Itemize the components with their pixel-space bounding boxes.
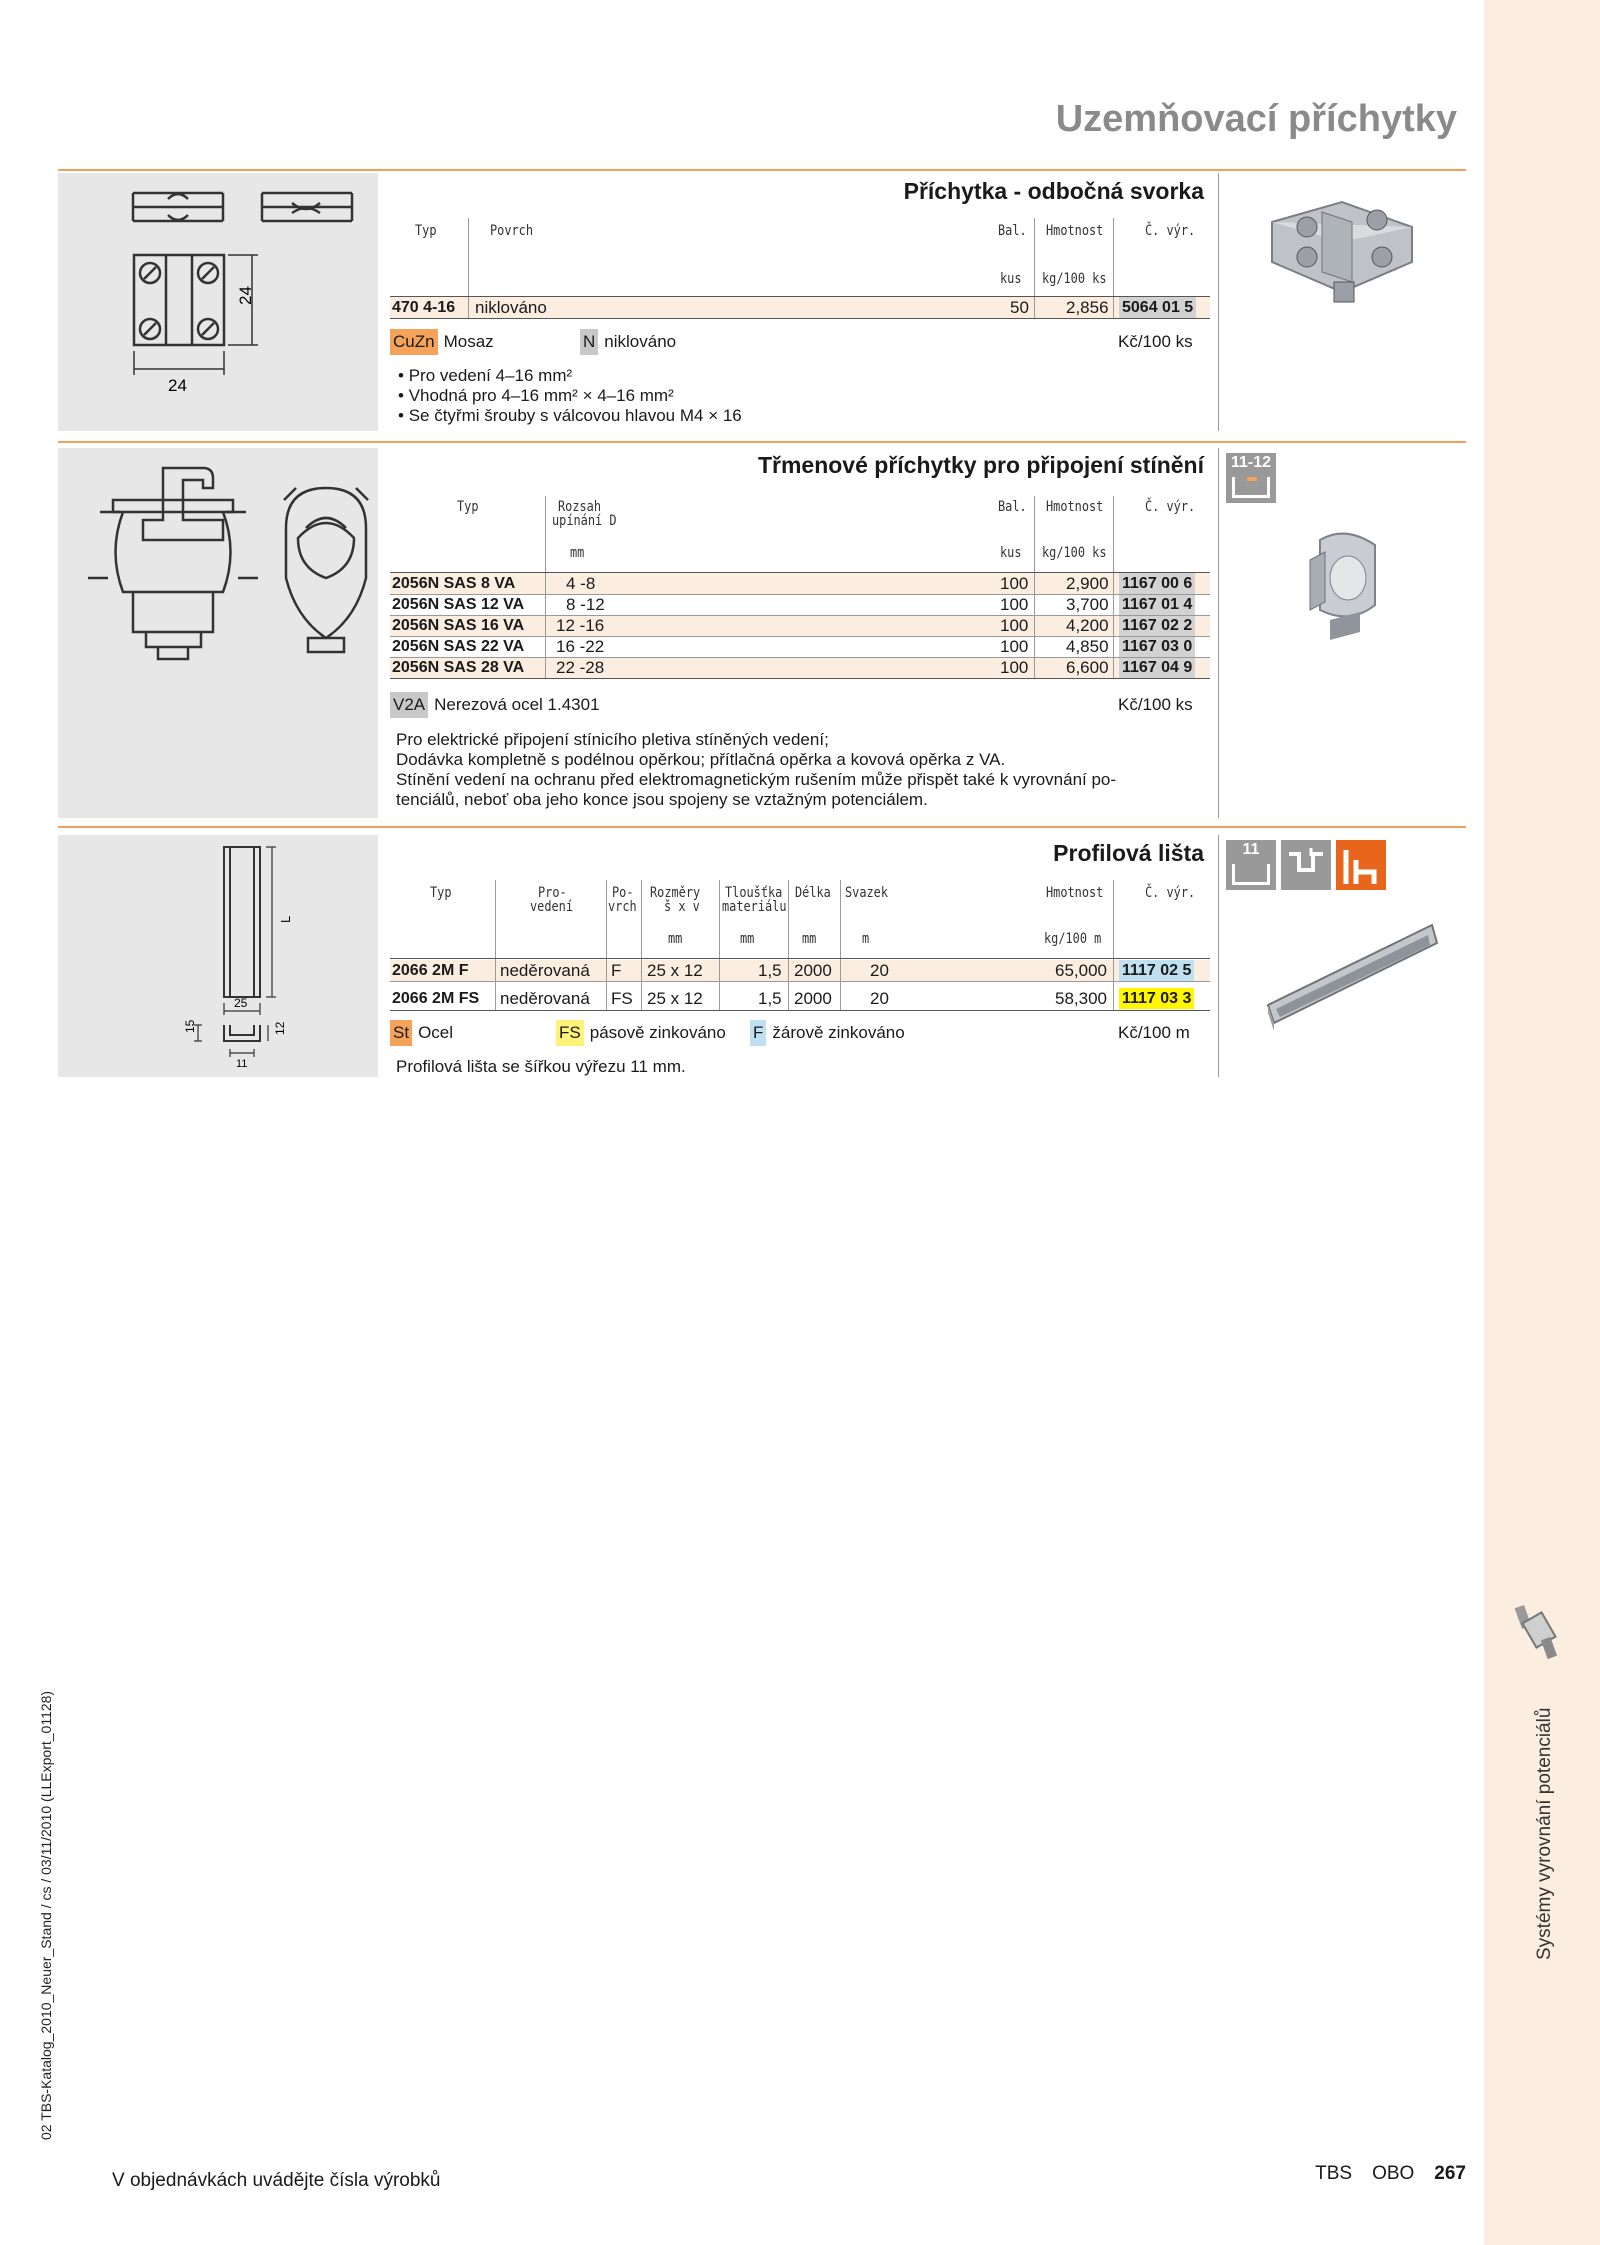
cell-provedeni: neděrovaná xyxy=(500,961,590,980)
footer-brand xyxy=(1295,2163,1466,2185)
header-povrch-2: vrch xyxy=(608,899,637,915)
header-rozsah-2: upínání D xyxy=(552,513,617,529)
unit-delka: mm xyxy=(802,931,817,947)
header-cvyr: Č. výr. xyxy=(1145,499,1196,515)
cell-rozmery: 25 x 12 xyxy=(647,989,703,1008)
cell-bal: 100 xyxy=(1000,595,1029,614)
sidebar-category-text: Systémy vyrovnání potenciálů xyxy=(1534,1707,1555,1960)
header-typ: Typ xyxy=(430,885,452,901)
document-meta-text: 02 TBS-Katalog_2010_Neuer_Stand / cs / 03/11/2010 (LLExport_01128) xyxy=(38,1690,54,2140)
article-number: 1167 04 9 xyxy=(1119,657,1195,678)
cell-typ: 2066 2M F xyxy=(392,962,469,979)
cell-bal: 100 xyxy=(1000,616,1029,635)
cell-rozmery: 25 x 12 xyxy=(647,961,703,980)
material-badge: St xyxy=(390,1020,412,1046)
cell-hmotnost: 58,300 xyxy=(1055,989,1107,1008)
cell-bal: 50 xyxy=(1010,298,1029,317)
surface-line xyxy=(750,1020,905,1046)
header-provedeni-2: vedení xyxy=(530,899,573,915)
dim-height-label: 15 xyxy=(183,1019,197,1033)
cell-typ: 2056N SAS 8 VA xyxy=(392,575,516,592)
cell-tloustka: 1,5 xyxy=(758,989,782,1008)
cell-delka: 2000 xyxy=(794,961,832,980)
product-photo-profile-rail xyxy=(1262,915,1442,1035)
cell-svazek: 20 xyxy=(870,961,889,980)
footer-brand-obo: OBO xyxy=(1372,2163,1415,2184)
article-number: 1117 03 3 xyxy=(1119,988,1194,1009)
cell-hmotnost: 2,900 xyxy=(1066,574,1109,593)
list-item: • Pro vedení 4–16 mm² xyxy=(398,366,573,385)
unit-tloustka: mm xyxy=(740,931,755,947)
header-provedeni: Pro- xyxy=(538,885,567,901)
header-svazek: Svazek xyxy=(845,885,888,901)
header-rozmery-2: š x v xyxy=(664,899,700,915)
fire-safety-icon xyxy=(1336,840,1386,890)
header-bal: Bal. xyxy=(998,499,1027,515)
section-title: Příchytka - odbočná svorka xyxy=(903,178,1204,204)
cell-rozsah: 22 -28 xyxy=(556,658,605,677)
cell-provedeni: neděrovaná xyxy=(500,989,590,1008)
cell-povrch: F xyxy=(611,961,622,980)
dim-height-label: 24 xyxy=(236,286,255,305)
header-tloustka-2: materiálu xyxy=(722,899,787,915)
technical-drawing xyxy=(58,173,378,431)
cell-povrch: niklováno xyxy=(475,298,547,317)
article-number: 1167 03 0 xyxy=(1119,636,1195,657)
page-number: 267 xyxy=(1434,2163,1466,2184)
rail-mounting-icon xyxy=(1281,840,1331,890)
article-number: 1167 02 2 xyxy=(1119,615,1195,636)
bullet-list xyxy=(398,366,742,426)
page-title: Uzemňovací příchytky xyxy=(1055,98,1457,140)
cell-hmotnost: 65,000 xyxy=(1055,961,1107,980)
surface-badge: FS xyxy=(556,1020,584,1046)
material-line xyxy=(390,1020,453,1046)
cell-bal: 100 xyxy=(1000,658,1029,677)
unit-hmotnost: kg/100 m xyxy=(1044,931,1102,947)
header-hmotnost: Hmotnost xyxy=(1046,885,1104,901)
header-cvyr: Č. výr. xyxy=(1145,223,1196,239)
footer-brand-tbs: TBS xyxy=(1315,2163,1353,2184)
cell-svazek: 20 xyxy=(870,989,889,1008)
header-tloustka: Tloušťka xyxy=(725,885,783,901)
header-povrch: Po- xyxy=(612,885,634,901)
footer-note: V objednávkách uvádějte čísla výrobků xyxy=(112,2170,441,2191)
article-number: 5064 01 5 xyxy=(1119,297,1196,318)
header-delka: Délka xyxy=(795,885,831,901)
price-unit: Kč/100 ks xyxy=(1118,332,1193,351)
cell-bal: 100 xyxy=(1000,637,1029,656)
unit-hmotnost: kg/100 ks xyxy=(1042,545,1107,561)
cell-rozsah: 8 -12 xyxy=(566,595,605,614)
header-typ: Typ xyxy=(457,499,479,515)
cell-hmotnost: 3,700 xyxy=(1066,595,1109,614)
technical-drawing xyxy=(58,835,378,1077)
section-divider xyxy=(58,826,1466,828)
description-text: Profilová lišta se šířkou výřezu 11 mm. xyxy=(396,1057,686,1076)
surface-name: pásově zinkováno xyxy=(589,1023,726,1042)
article-number: 1167 01 4 xyxy=(1119,594,1195,615)
header-rozmery: Rozměry xyxy=(650,885,701,901)
material-name: Ocel xyxy=(418,1023,454,1042)
header-rozsah: Rozsah xyxy=(558,499,601,515)
surface-name: niklováno xyxy=(604,332,677,351)
material-name: Mosaz xyxy=(443,332,494,351)
dim-width-label: 25 xyxy=(234,996,248,1010)
list-item: • Vhodná pro 4–16 mm² × 4–16 mm² xyxy=(398,386,674,405)
surface-name: žárově zinkováno xyxy=(772,1023,905,1042)
header-bal: Bal. xyxy=(998,223,1027,239)
cell-hmotnost: 4,200 xyxy=(1066,616,1109,635)
list-item: • Se čtyřmi šrouby s válcovou hlavou M4 × 16 xyxy=(398,406,742,425)
header-hmotnost: Hmotnost xyxy=(1046,223,1104,239)
section-title: Třmenové příchytky pro připojení stínění xyxy=(757,452,1204,478)
description-text: Pro elektrické připojení stínicího pletiva stíněných vedení; Dodávka kompletně s podélnou opěrkou; přítlačná opěrka a kovová opěrka z VA. Stínění vedení na ochranu před elektromagnetickým rušením může přispět také k vyrovnání po- tenciálů, neboť oba jeho konce jsou spojeny se vztažným potenciálem. xyxy=(396,730,1117,809)
header-hmotnost: Hmotnost xyxy=(1046,499,1104,515)
header-povrch: Povrch xyxy=(490,223,533,239)
technical-drawing xyxy=(58,448,378,818)
cell-bal: 100 xyxy=(1000,574,1029,593)
unit-rozsah: mm xyxy=(570,545,585,561)
dim-slot-label: 11 xyxy=(236,1058,248,1070)
section-divider xyxy=(58,441,1466,443)
cell-typ: 2056N SAS 22 VA xyxy=(392,638,525,655)
unit-hmotnost: kg/100 ks xyxy=(1042,271,1107,287)
cell-delka: 2000 xyxy=(794,989,832,1008)
cell-rozsah: 4 -8 xyxy=(566,574,596,593)
surface-line xyxy=(556,1020,726,1046)
profile-11-icon: 11 xyxy=(1226,840,1276,890)
article-number: 1117 02 5 xyxy=(1119,960,1194,981)
dim-length-label: L xyxy=(278,915,293,923)
material-line xyxy=(390,329,494,355)
product-photo-branch-clamp xyxy=(1262,182,1422,322)
material-badge: V2A xyxy=(390,692,428,718)
cell-tloustka: 1,5 xyxy=(758,961,782,980)
cell-hmotnost: 4,850 xyxy=(1066,637,1109,656)
header-cvyr: Č. výr. xyxy=(1145,885,1196,901)
section-title: Profilová lišta xyxy=(1053,840,1204,866)
unit-rozmery: mm xyxy=(668,931,683,947)
unit-svazek: m xyxy=(862,931,870,947)
dim-width-label: 24 xyxy=(168,376,187,395)
product-photo-shield-clamp xyxy=(1290,520,1400,660)
material-badge: CuZn xyxy=(390,329,438,355)
cell-povrch: FS xyxy=(611,989,633,1008)
material-name: Nerezová ocel 1.4301 xyxy=(434,695,600,714)
range-11-12-icon: 11-12 xyxy=(1226,453,1276,503)
cell-typ: 2056N SAS 16 VA xyxy=(392,617,525,634)
material-line xyxy=(390,692,600,718)
price-unit: Kč/100 ks xyxy=(1118,695,1193,714)
unit-bal: kus xyxy=(1000,545,1022,561)
cell-typ: 470 4-16 xyxy=(392,299,456,316)
header-typ: Typ xyxy=(415,223,437,239)
surface-badge: F xyxy=(750,1020,766,1046)
section-divider xyxy=(58,169,1466,171)
surface-line xyxy=(580,329,676,355)
cell-hmotnost: 6,600 xyxy=(1066,658,1109,677)
cell-rozsah: 16 -22 xyxy=(556,637,605,656)
price-unit: Kč/100 m xyxy=(1118,1023,1190,1042)
article-number: 1167 00 6 xyxy=(1119,573,1195,594)
surface-badge: N xyxy=(580,329,598,355)
dim-inner-height-label: 12 xyxy=(273,1021,287,1035)
unit-bal: kus xyxy=(1000,271,1022,287)
cell-rozsah: 12 -16 xyxy=(556,616,605,635)
cell-typ: 2056N SAS 28 VA xyxy=(392,659,525,676)
cell-typ: 2056N SAS 12 VA xyxy=(392,596,525,613)
cell-hmotnost: 2,856 xyxy=(1066,298,1109,317)
clamp-category-icon xyxy=(1514,1602,1568,1662)
cell-typ: 2066 2M FS xyxy=(392,990,480,1007)
